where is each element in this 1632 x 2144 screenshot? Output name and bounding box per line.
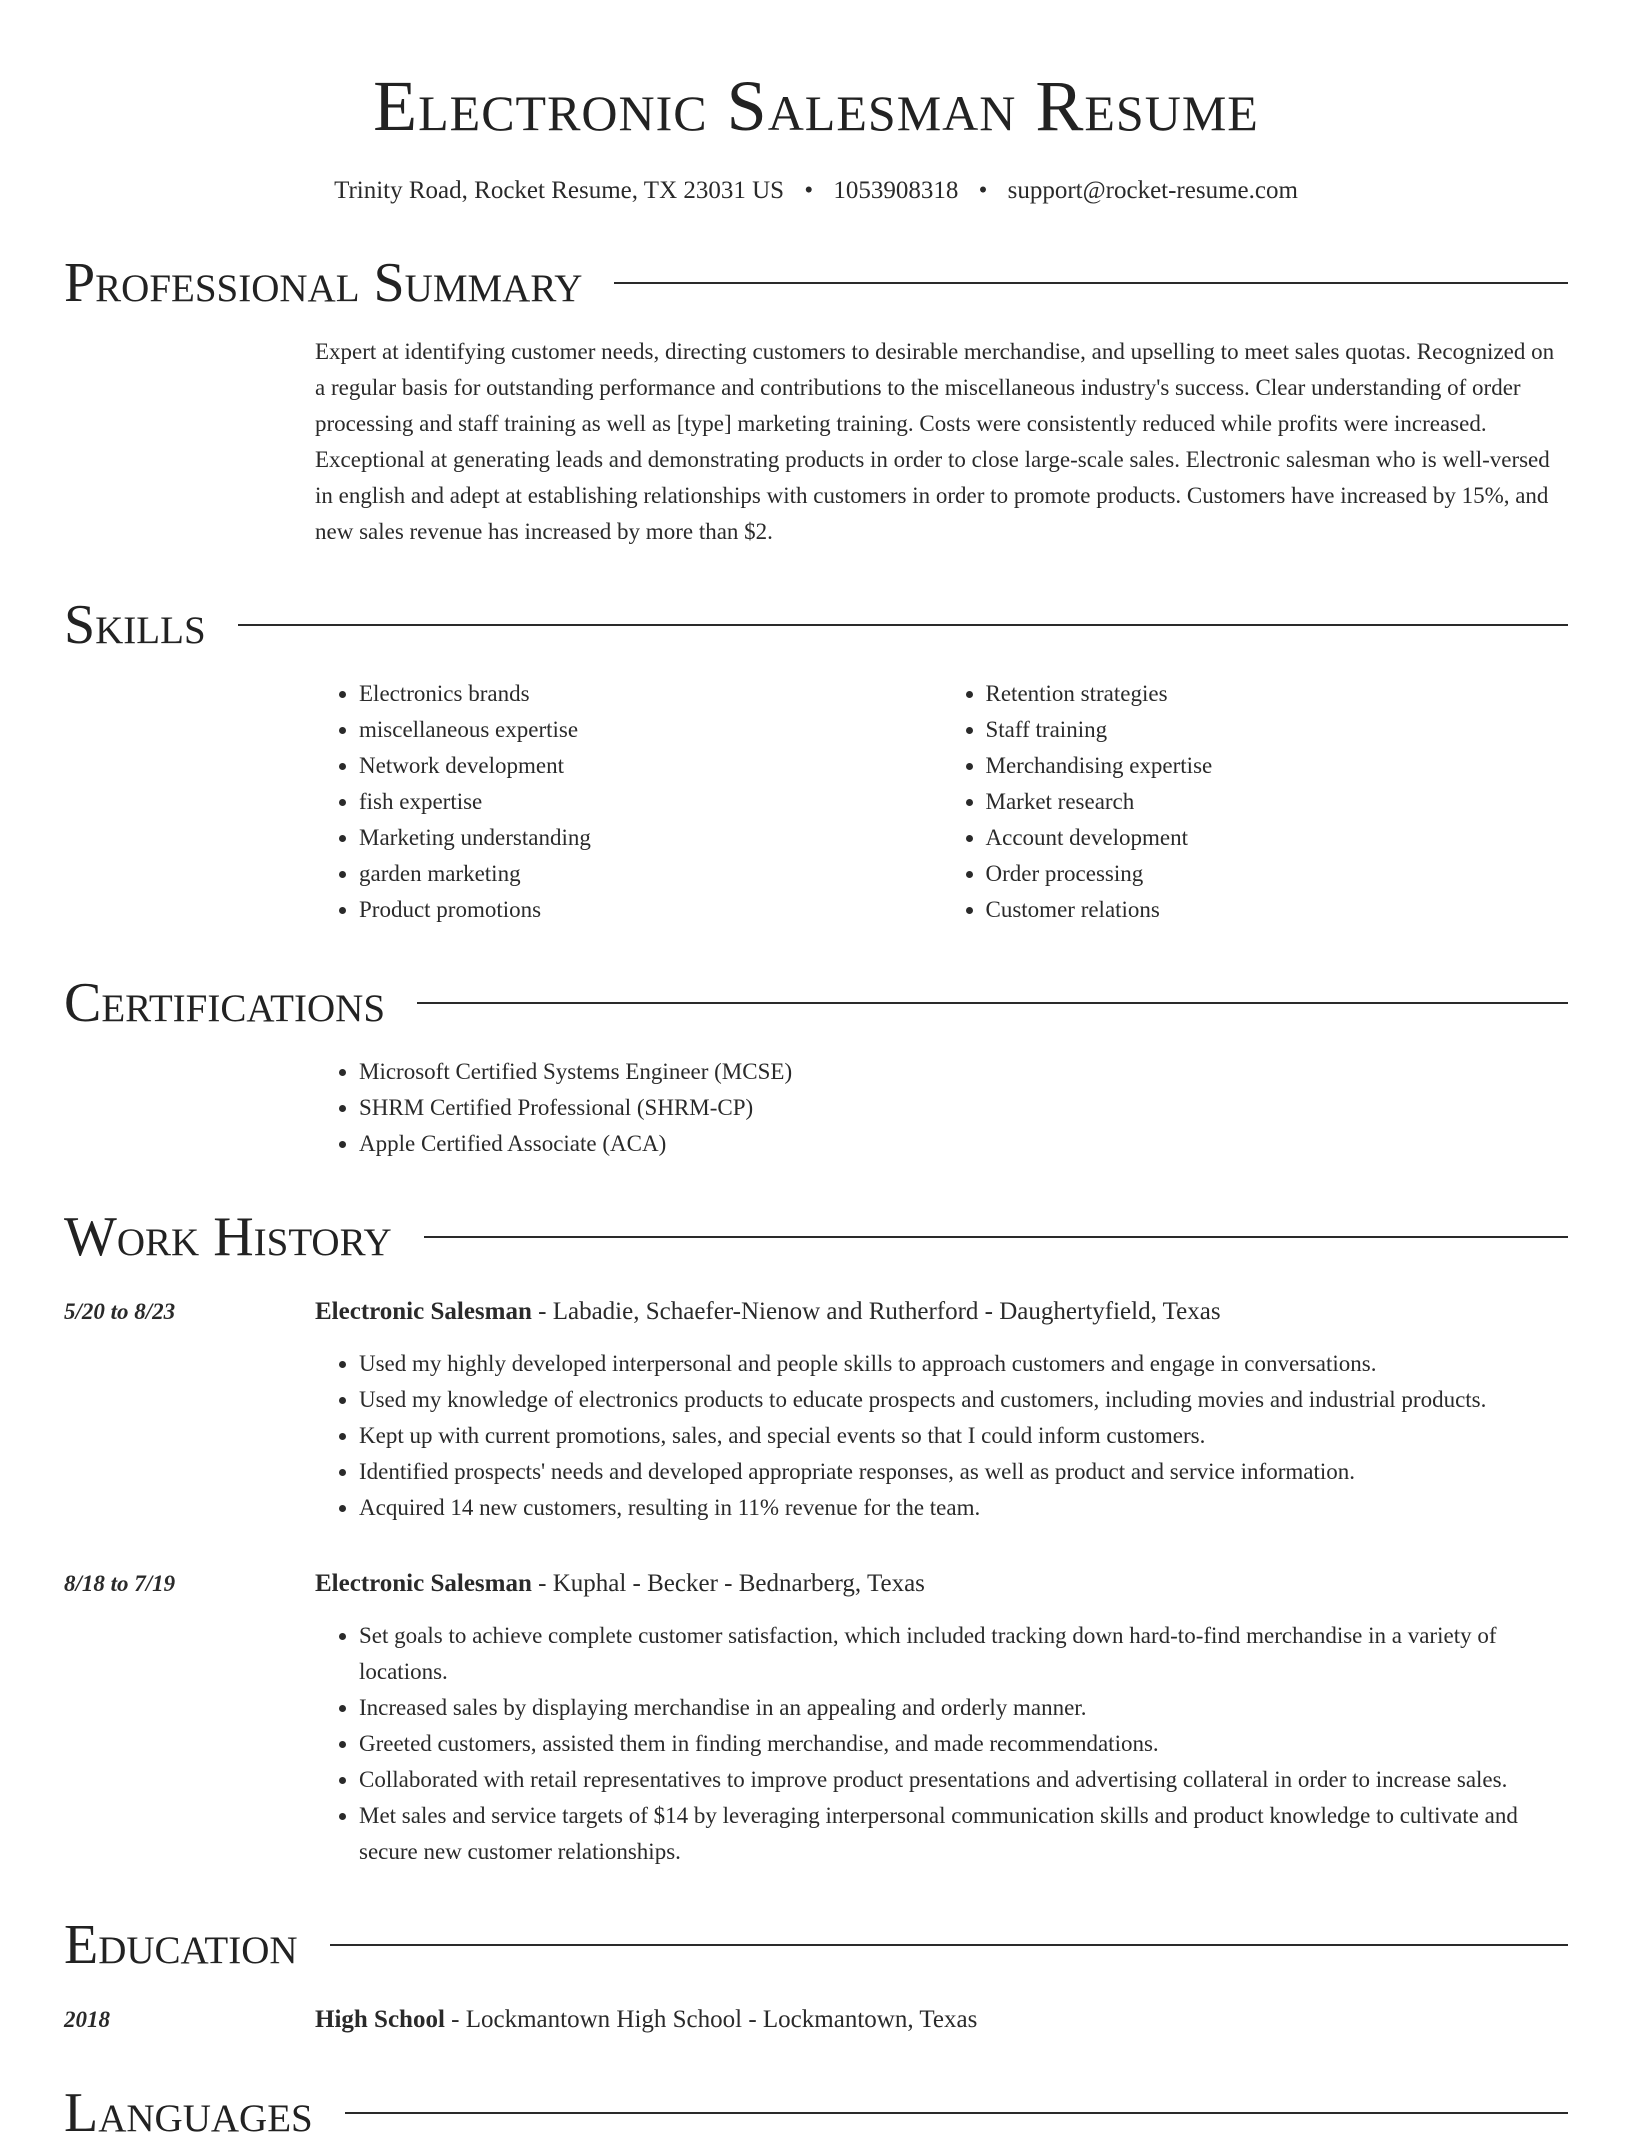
job-bullet: • Kept up with current promotions, sales, and special events so that I could inform customers. [359, 1418, 1568, 1454]
education-year: 2018 [64, 2007, 110, 2032]
skill-item: • miscellaneous expertise [359, 712, 942, 748]
skill-item: • Order processing [986, 856, 1569, 892]
education-school: - Lockmantown High School - Lockmantown, Texas [444, 2006, 978, 2033]
skill-item: • Market research [986, 784, 1569, 820]
skill-item: • Retention strategies [986, 676, 1569, 712]
skills-column-left [315, 676, 942, 928]
skills-list [315, 676, 1568, 928]
job-bullet: • Greeted customers, assisted them in finding merchandise, and made recommendations. [359, 1726, 1568, 1762]
section-divider [417, 1002, 1568, 1004]
certification-item: • Microsoft Certified Systems Engineer (MCSE) [359, 1054, 1568, 1090]
languages-section-header [64, 2082, 1568, 2144]
languages-heading: Languages [64, 2082, 313, 2144]
education-heading: Education [64, 1914, 298, 1976]
skill-item: • Electronics brands [359, 676, 942, 712]
job-title: Electronic Salesman [315, 1298, 532, 1325]
certification-item: • SHRM Certified Professional (SHRM-CP) [359, 1090, 1568, 1126]
job-heading [315, 1566, 1568, 1602]
education-section-header [64, 1914, 1568, 1976]
job-bullet: • Met sales and service targets of $14 by leveraging interpersonal communication skills and product knowledge to cultivate and secure new customer relationships. [359, 1798, 1568, 1870]
job-bullet: • Collaborated with retail representatives to improve product presentations and advertising collateral in order to increase sales. [359, 1762, 1568, 1798]
section-divider [330, 1944, 1568, 1946]
certifications-section-header [64, 972, 1568, 1034]
contact-separator: • [978, 177, 988, 204]
skills-column-right [942, 676, 1569, 928]
job-company: - Kuphal - Becker - Bednarberg, Texas [531, 1570, 925, 1597]
summary-text: Expert at identifying customer needs, directing customers to desirable merchandise, and upselling to meet sales quotas. Recognized on a regular basis for outstanding performance and contributions to the miscellaneous industry's success. Clear understanding of order processing and staff training as well as [type] marketing training. Costs were consistently reduced while profits were increased. Exceptional at generating leads and demonstrating products in order to close large-scale sales. Electronic salesman who is well-versed in english and adept at establishing relationships with customers in order to promote products. Customers have increased by 15%, and new sales revenue has increased by more than $2. [315, 339, 1555, 544]
certifications-items [315, 1054, 1568, 1162]
skill-item: • Account development [986, 820, 1569, 856]
skill-item: • fish expertise [359, 784, 942, 820]
job-title: Electronic Salesman [315, 1570, 532, 1597]
job-entry [64, 1566, 1568, 1870]
job-dates: 8/18 to 7/19 [64, 1571, 176, 1596]
skill-item: • garden marketing [359, 856, 942, 892]
summary-section-header [64, 252, 1568, 314]
job-entry [64, 1294, 1568, 1526]
section-divider [424, 1236, 1568, 1238]
resume-page [64, 0, 1568, 2144]
contact-phone: 1053908318 [833, 177, 959, 204]
contact-address: Trinity Road, Rocket Resume, TX 23031 US [334, 177, 785, 204]
job-bullets [315, 1346, 1568, 1526]
education-detail [315, 2002, 977, 2038]
contact-separator: • [804, 177, 814, 204]
section-divider [614, 282, 1568, 284]
certification-item: • Apple Certified Associate (ACA) [359, 1126, 1568, 1162]
education-degree: High School [315, 2006, 445, 2033]
work-heading: Work History [64, 1206, 392, 1268]
skills-section-header [64, 594, 1568, 656]
summary-heading: Professional Summary [64, 252, 583, 314]
job-detail [315, 1294, 1568, 1526]
certifications-heading: Certifications [64, 972, 386, 1034]
skill-item: • Network development [359, 748, 942, 784]
job-heading [315, 1294, 1568, 1330]
resume-title: Electronic Salesman Resume [373, 66, 1259, 146]
skill-item: • Merchandising expertise [986, 748, 1569, 784]
skill-item: • Product promotions [359, 892, 942, 928]
job-bullet: • Acquired 14 new customers, resulting in 11% revenue for the team. [359, 1490, 1568, 1526]
job-company: - Labadie, Schaefer-Nienow and Rutherford - Daughertyfield, Texas [531, 1298, 1221, 1325]
section-divider [345, 2112, 1568, 2114]
skill-item: • Marketing understanding [359, 820, 942, 856]
job-bullet: • Set goals to achieve complete customer satisfaction, which included tracking down hard-to-find merchandise in a variety of locations. [359, 1618, 1568, 1690]
job-bullet: • Used my highly developed interpersonal and people skills to approach customers and engage in conversations. [359, 1346, 1568, 1382]
contact-line [64, 174, 1568, 208]
skills-heading: Skills [64, 594, 206, 656]
job-bullets [315, 1618, 1568, 1870]
education-entry [64, 2002, 1568, 2038]
job-bullet: • Identified prospects' needs and developed appropriate responses, as well as product and service information. [359, 1454, 1568, 1490]
job-bullet: • Increased sales by displaying merchandise in an appealing and orderly manner. [359, 1690, 1568, 1726]
skill-item: • Customer relations [986, 892, 1569, 928]
section-divider [238, 624, 1568, 626]
certifications-list [315, 1054, 1568, 1162]
job-detail [315, 1566, 1568, 1870]
skill-item: • Staff training [986, 712, 1569, 748]
job-dates: 5/20 to 8/23 [64, 1299, 176, 1324]
job-bullet: • Used my knowledge of electronics products to educate prospects and customers, including movies and industrial products. [359, 1382, 1568, 1418]
work-section-header [64, 1206, 1568, 1268]
contact-email: support@rocket-resume.com [1007, 177, 1298, 204]
